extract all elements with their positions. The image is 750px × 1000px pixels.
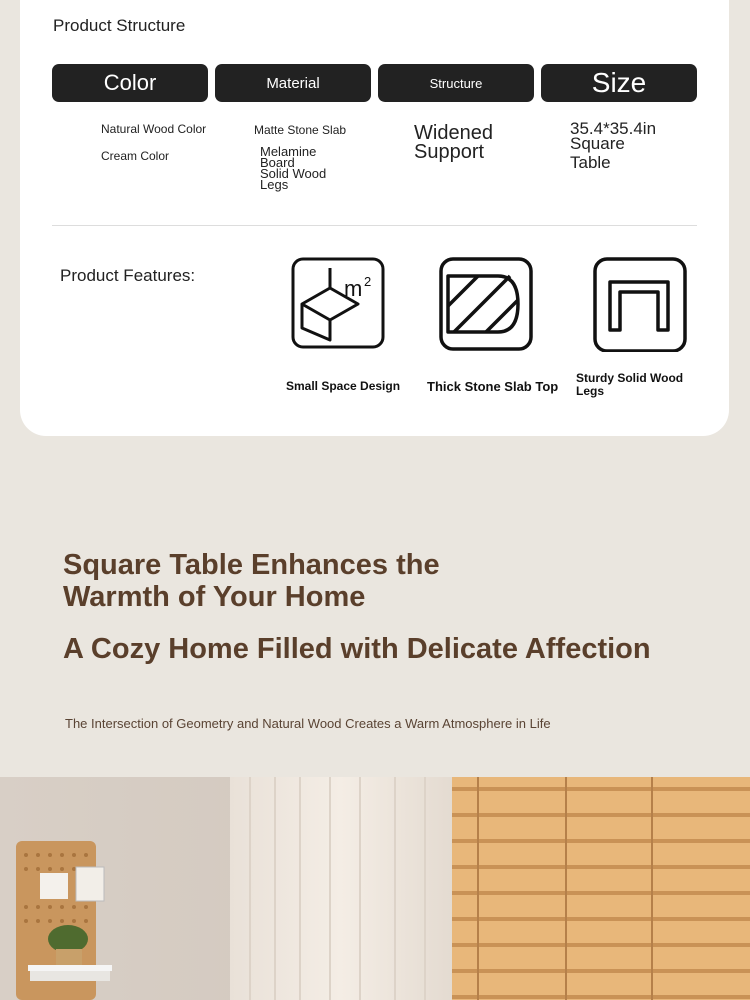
section-divider [52,225,697,226]
material-value: Board [260,155,295,170]
size-value: Square [570,134,625,153]
structure-value: Support [414,141,485,163]
features-label: Product Features: [60,266,196,285]
banner-headline-line: Warmth of Your Home [63,581,366,613]
color-value: Cream Color [101,149,170,163]
banner-headline [63,549,440,613]
svg-text:m: m [344,276,363,301]
feature-label: Thick Stone Slab Top [427,379,559,394]
wood-legs-icon [592,256,688,352]
stone-slab-icon [438,256,534,352]
color-value: Natural Wood Color [101,122,207,136]
section-title: Product Structure [53,16,186,35]
tab-structure[interactable] [378,64,534,102]
tab-size-label: Size [591,67,647,98]
material-value: Solid Wood [260,166,327,181]
tab-color[interactable] [52,64,208,102]
tab-material-label: Material [266,74,320,92]
banner-headline-line: Square Table Enhances the [63,549,440,581]
size-value: Table [570,153,611,172]
material-value: Melamine [260,144,317,159]
material-value: Matte Stone Slab [254,123,347,137]
tab-color-label: Color [103,70,157,95]
svg-text:2: 2 [364,274,372,289]
material-value: Legs [260,177,289,192]
tab-structure-label: Structure [429,75,483,91]
square-meter-icon [290,256,386,352]
tab-material[interactable] [215,64,371,102]
banner-subheadline: A Cozy Home Filled with Delicate Affection [63,633,651,665]
size-value: 35.4*35.4in [570,119,657,138]
feature-label-line: Legs [576,384,605,398]
feature-label-line: Sturdy Solid Wood [576,371,684,385]
banner-tagline: The Intersection of Geometry and Natural Wood Creates a Warm Atmosphere in Life [65,716,551,731]
feature-label [576,372,683,398]
structure-value: Widened [414,122,493,144]
feature-label: Small Space Design [286,379,401,393]
tab-size[interactable] [541,64,697,102]
lifestyle-photo [0,777,750,1000]
